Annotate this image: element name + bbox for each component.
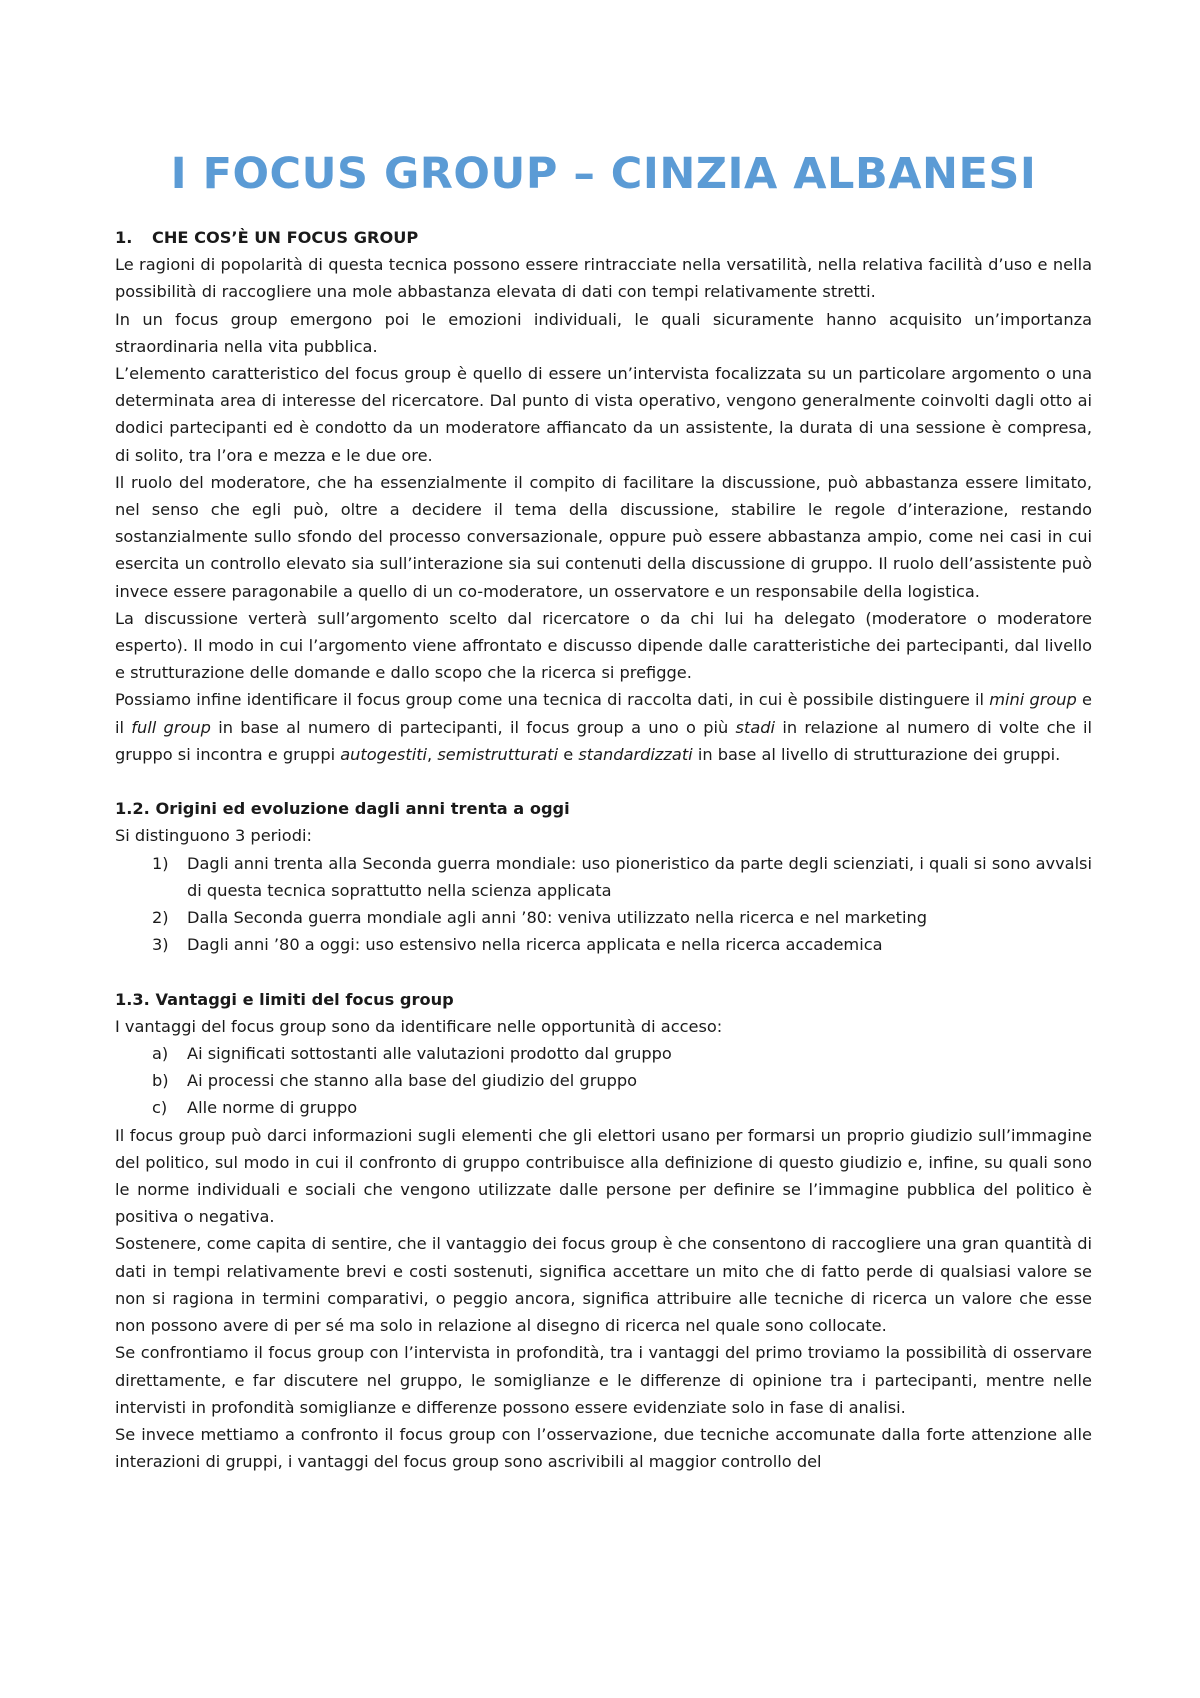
section-number: 1. (115, 228, 133, 247)
italic-term: mini group (989, 690, 1077, 710)
document-title: I FOCUS GROUP – CINZIA ALBANESI (170, 149, 1037, 199)
text-run: in base al livello di strutturazione dei gruppi. (692, 744, 1061, 764)
list-item (115, 1067, 1092, 1094)
periods-list (115, 850, 1092, 959)
text-run: , (427, 744, 438, 764)
text-run: in base al numero di partecipanti, il focus group a uno o più (210, 717, 736, 737)
list-item (115, 904, 1092, 931)
list-item (115, 931, 1092, 958)
list-marker: c) (152, 1098, 168, 1118)
list-item (115, 1040, 1092, 1067)
paragraph: In un focus group emergono poi le emozioni individuali, le quali sicuramente hanno acquisito un’importanza straordinaria nella vita pubblica. (115, 309, 1092, 356)
list-item-text: Dagli anni trenta alla Seconda guerra mondiale: uso pioneristico da parte degli scienziati, i quali si sono avvalsi di questa tecnica soprattutto nella scienza applicata (187, 853, 1092, 900)
list-marker: a) (152, 1044, 169, 1064)
text-run: in relazione al numero di volte che il gruppo si incontra e gruppi (115, 717, 1092, 764)
section-heading: 1.3. Vantaggi e limiti del focus group (115, 989, 454, 1009)
list-marker: 2) (152, 908, 169, 928)
list-item-text: Alle norme di gruppo (187, 1098, 358, 1118)
italic-term: stadi (735, 717, 776, 737)
spacer (115, 768, 1092, 795)
paragraph: L’elemento caratteristico del focus group è quello di essere un’intervista focalizzata su un particolare argomento o una determinata area di interesse del ricercatore. Dal punto di vista operativo, vengono generalmente coinvolti dagli otto ai dodici partecipanti ed è condotto da un moderatore affiancato da un assistente, la durata di una sessione è compresa, di solito, tra l’ora e mezza e le due ore. (115, 364, 1092, 465)
list-marker: 3) (152, 935, 169, 955)
list-item-text: Dalla Seconda guerra mondiale agli anni ’80: veniva utilizzato nella ricerca e nel marketing (187, 908, 928, 928)
text-run: Possiamo infine identificare il focus group come una tecnica di raccolta dati, in cui è possibile distinguere il (115, 690, 990, 710)
list-item-text: Ai significati sottostanti alle valutazioni prodotto dal gruppo (187, 1044, 672, 1064)
list-item-text: Dagli anni ’80 a oggi: uso estensivo nella ricerca applicata e nella ricerca accademica (187, 935, 883, 955)
paragraph: Il ruolo del moderatore, che ha essenzialmente il compito di facilitare la discussione, può abbastanza essere limitato, nel senso che egli può, oltre a decidere il tema della discussione, stabilire le regole d’interazione, restando sostanzialmente sullo sfondo del processo conversazionale, oppure può essere abbastanza ampio, come nei casi in cui esercita un controllo elevato sia sull’interazione sia sui contenuti della discussione di gruppo. Il ruolo dell’assistente può invece essere paragonabile a quello di un co-moderatore, un osservatore e un responsabile della logistica. (115, 472, 1092, 601)
paragraph: I vantaggi del focus group sono da identificare nelle opportunità di acceso: (115, 1016, 723, 1036)
text-run: e il (115, 690, 1092, 737)
text-run: e (558, 744, 579, 764)
italic-term: autogestiti (340, 744, 428, 764)
section-heading-text: CHE COS’È UN FOCUS GROUP (152, 228, 419, 247)
paragraph: La discussione verterà sull’argomento scelto dal ricercatore o da chi lui ha delegato (moderatore o moderatore esperto). Il modo in cui l’argomento viene affrontato e discusso dipende dalle caratteristiche dei partecipanti, dal livello e strutturazione delle domande e dallo scopo che la ricerca si prefigge. (115, 608, 1092, 683)
italic-term: full group (131, 717, 211, 737)
paragraph: Sostenere, come capita di sentire, che il vantaggio dei focus group è che consentono di raccogliere una gran quantità di dati in tempi relativamente brevi e costi sostenuti, significa accettare un mito che di fatto perde di qualsiasi valore se non si ragiona in termini comparativi, o peggio ancora, significa attribuire alle tecniche di ricerca un valore che esse non possono avere di per sé ma solo in relazione al disegno di ricerca nel quale sono collocate. (115, 1234, 1092, 1336)
list-item-text: Ai processi che stanno alla base del giudizio del gruppo (187, 1071, 638, 1091)
list-item (115, 1094, 1092, 1121)
list-item (115, 850, 1092, 904)
paragraph: Se invece mettiamo a confronto il focus group con l’osservazione, due tecniche accomunate dalla forte attenzione alle interazioni di gruppi, i vantaggi del focus group sono ascrivibili al maggior controllo del (115, 1424, 1092, 1472)
list-marker: b) (152, 1071, 169, 1091)
paragraph: Se confrontiamo il focus group con l’intervista in profondità, tra i vantaggi del primo troviamo la possibilità di osservare direttamente, e far discutere nel gruppo, le somiglianze e le differenze di opinione tra i partecipanti, mentre nelle intervisti in profondità somiglianze e differenze possono essere evidenziate solo in fase di analisi. (115, 1343, 1092, 1417)
spacer (115, 958, 1092, 985)
paragraph (115, 686, 1092, 768)
section-heading (115, 224, 1092, 251)
advantages-list (115, 1040, 1092, 1122)
paragraph: Le ragioni di popolarità di questa tecnica possono essere rintracciate nella versatilità, nella relativa facilità d’uso e nella possibilità di raccogliere una mole abbastanza elevata di dati con tempi relativamente stretti. (115, 255, 1092, 302)
paragraph: Si distinguono 3 periodi: (115, 826, 312, 846)
document-body (115, 224, 1092, 1475)
italic-term: semistrutturati (437, 744, 559, 764)
italic-term: standardizzati (578, 744, 693, 764)
paragraph: Il focus group può darci informazioni sugli elementi che gli elettori usano per formarsi un proprio giudizio sull’immagine del politico, sul modo in cui il confronto di gruppo contribuisce alla definizione di questo giudizio e, infine, su quali sono le norme individuali e sociali che vengono utilizzate dalle persone per definire se l’immagine pubblica del politico è positiva o negativa. (115, 1125, 1092, 1227)
list-marker: 1) (152, 853, 169, 873)
section-heading: 1.2. Origini ed evoluzione dagli anni trenta a oggi (115, 799, 570, 819)
